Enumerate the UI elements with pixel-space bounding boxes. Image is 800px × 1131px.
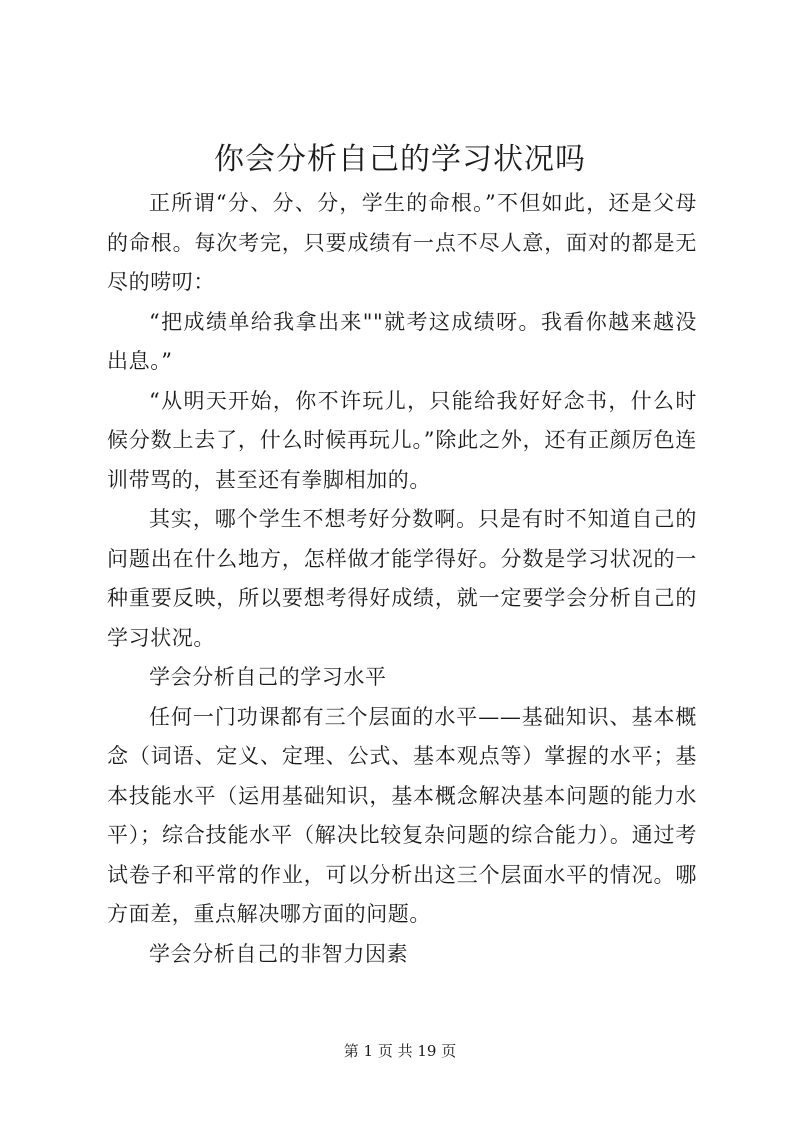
paragraph-quote-1: “把成绩单给我拿出来""就考这成绩呀。我看你越来越没出息。” (107, 309, 697, 373)
paragraph-learning-level: 任何一门功课都有三个层面的水平——基础知识、基本概念（词语、定义、定理、公式、基本观点等）掌握的水平；基本技能水平（运用基础知识，基本概念解决基本问题的能力水平）；综合技能水平（解决比较复杂问题的综合能力）。通过考试卷子和平常的作业，可以分析出这三个层面水平的情况。哪方面差，重点解决哪方面的问题。 (107, 704, 697, 926)
paragraph-quote-2: “从明天开始，你不许玩儿，只能给我好好念书，什么时候分数上去了，什么时候再玩儿。”除此之外，还有正颜厉色连训带骂的，甚至还有拳脚相加的。 (107, 388, 697, 492)
document-title: 你会分析自己的学习状况吗 (214, 142, 586, 177)
paragraph-reflection: 其实，哪个学生不想考好分数啊。只是有时不知道自己的问题出在什么地方，怎样做才能学得好。分数是学习状况的一种重要反映，所以要想考得好成绩，就一定要学会分析自己的学习状况。 (107, 507, 697, 650)
section-heading-learning-level: 学会分析自己的学习水平 (149, 665, 387, 689)
paragraph-intro: 正所谓“分、分、分，学生的命根。”不但如此，还是父母的命根。每次考完，只要成绩有一点不尽人意，面对的都是无尽的唠叨： (107, 191, 697, 294)
document-body (107, 184, 697, 974)
page-footer: 第 1 页 共 19 页 (343, 1042, 457, 1060)
section-heading-non-intellectual-factors: 学会分析自己的非智力因素 (149, 941, 409, 966)
